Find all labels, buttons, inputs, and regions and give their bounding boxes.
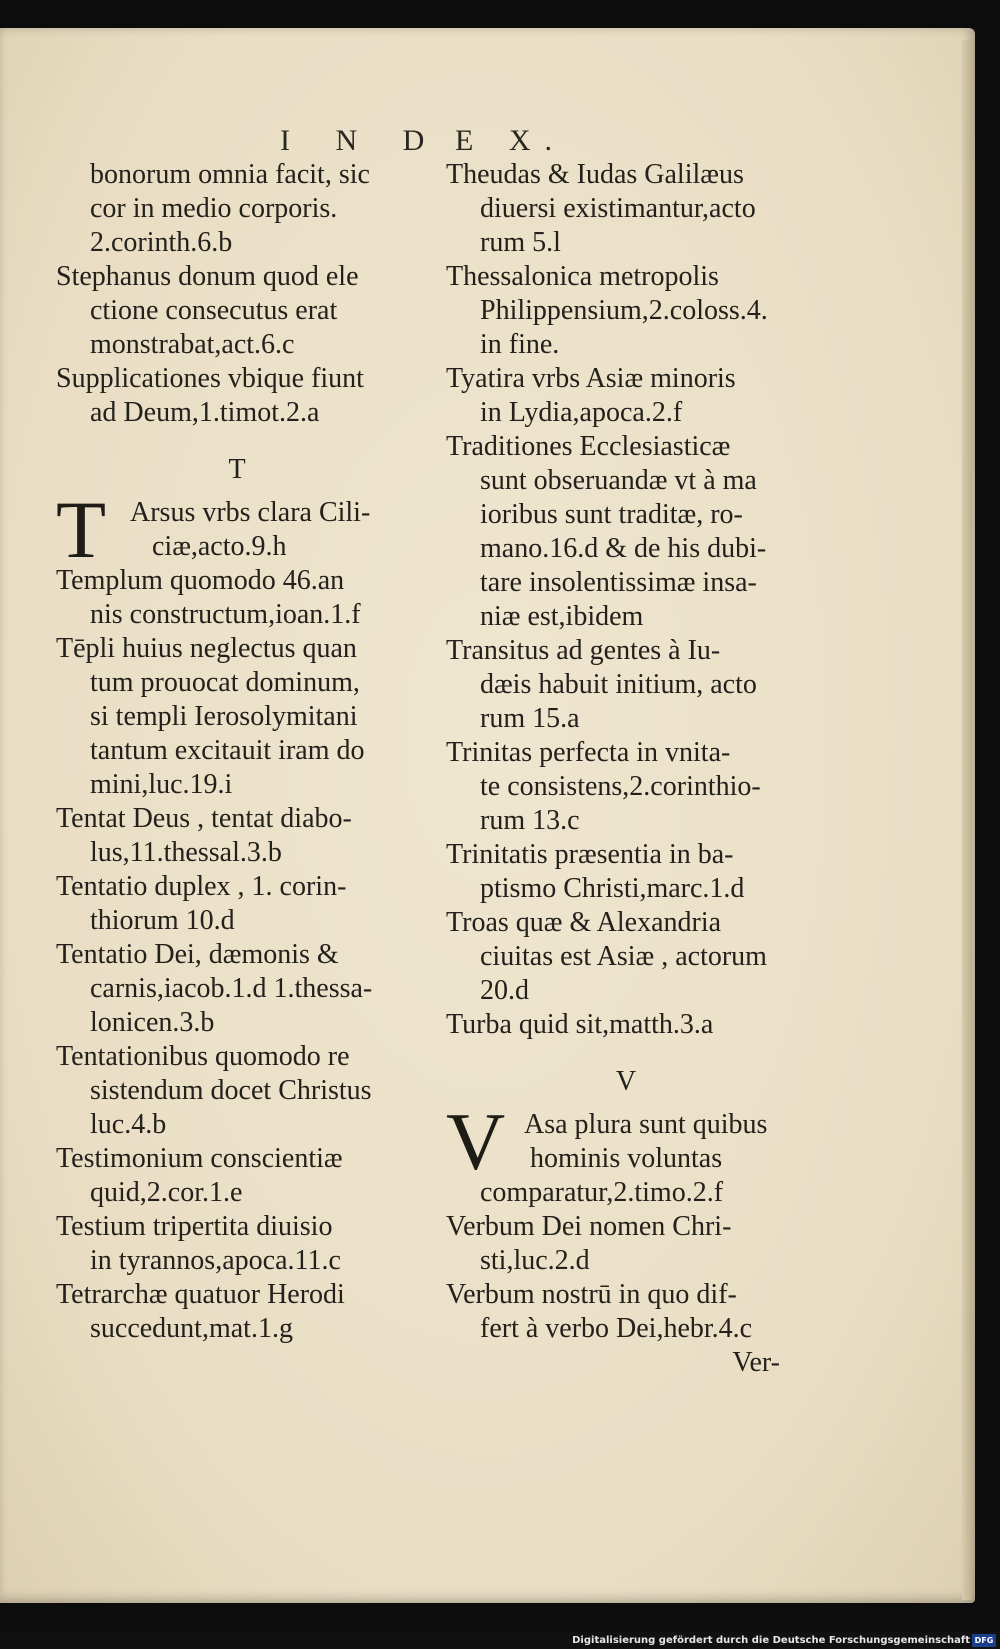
index-line: lonicen.3.b [90, 1007, 215, 1038]
index-line: mano.16.d & de his dubi- [480, 533, 767, 564]
index-line: dæis habuit initium, acto [480, 669, 757, 700]
entries-s [56, 260, 418, 430]
index-line: succedunt,mat.1.g [90, 1313, 293, 1344]
index-line: Traditiones Ecclesiasticæ [446, 431, 731, 462]
index-entry-vasa [446, 1096, 806, 1187]
left-column [56, 158, 418, 1346]
index-entry [56, 1210, 418, 1278]
index-line: Testium tripertita diuisio [56, 1211, 333, 1242]
index-line: Testimonium conscientiæ [56, 1143, 343, 1174]
index-entry [446, 838, 806, 906]
index-entry [56, 564, 418, 632]
index-line: 2.corinth.6.b [90, 227, 233, 258]
index-line: Supplicationes vbique fiunt [56, 363, 364, 394]
index-line: sunt obseruandæ vt à ma [480, 465, 757, 496]
index-entry [446, 634, 806, 736]
index-line: niæ est,ibidem [480, 601, 644, 632]
index-line: Tentatio Dei, dæmonis & [56, 939, 339, 970]
index-line: Arsus vrbs clara Cili- [130, 497, 371, 528]
section-heading-t: T [228, 454, 246, 485]
index-line: Tetrarchæ quatuor Herodi [56, 1279, 345, 1310]
index-line: Tentatio duplex , 1. corin- [56, 871, 347, 902]
index-entry-tarsus [56, 484, 418, 575]
index-line: Transitus ad gentes à Iu- [446, 635, 721, 666]
index-entry [446, 1278, 806, 1346]
index-line: te consistens,2.corinthio- [480, 771, 761, 802]
index-line: in Lydia,apoca.2.f [480, 397, 683, 428]
page-edge [962, 40, 972, 1600]
header-right: E X. [455, 124, 566, 157]
index-entry [446, 260, 806, 362]
index-line: Turba quid sit,matth.3.a [446, 1009, 714, 1040]
index-line: tare insolentissimæ insa- [480, 567, 757, 598]
index-entry [56, 362, 418, 430]
index-line: in tyrannos,apoca.11.c [90, 1245, 341, 1276]
index-line: comparatur,2.timo.2.f [480, 1177, 724, 1208]
index-line: sistendum docet Christus [90, 1075, 372, 1106]
index-line: Templum quomodo 46.an [56, 565, 345, 596]
index-line: ptismo Christi,marc.1.d [480, 873, 745, 904]
entries-v [446, 1210, 806, 1346]
index-line: 20.d [480, 975, 529, 1006]
catchword: Ver- [732, 1347, 780, 1378]
index-entry [56, 1040, 418, 1142]
index-entry [56, 802, 418, 870]
dfg-logo: DFG [972, 1634, 996, 1647]
index-entry [446, 430, 806, 634]
index-line: hominis voluntas [530, 1143, 723, 1174]
index-entry [446, 1008, 806, 1042]
section-heading-v: V [615, 1066, 637, 1097]
index-line: monstrabat,act.6.c [90, 329, 295, 360]
index-entry [56, 260, 418, 362]
header-left: I N D [280, 124, 444, 157]
index-line: si templi Ierosolymitani [90, 701, 358, 732]
index-line: Theudas & Iudas Galilæus [446, 159, 744, 190]
entries-t-right [446, 158, 806, 1042]
index-line: quid,2.cor.1.e [90, 1177, 243, 1208]
right-column [446, 158, 806, 1380]
index-line: Verbum Dei nomen Chri- [446, 1211, 732, 1242]
index-line: Tentat Deus , tentat diabo- [56, 803, 352, 834]
index-line: Tentationibus quomodo re [56, 1041, 350, 1072]
index-line: lus,11.thessal.3.b [90, 837, 282, 868]
index-line: Thessalonica metropolis [446, 261, 719, 292]
index-entry [56, 1142, 418, 1210]
index-line: diuersi existimantur,acto [480, 193, 756, 224]
index-line: rum 5.l [480, 227, 561, 258]
index-line: mini,luc.19.i [90, 769, 233, 800]
index-line: ciæ,acto.9.h [152, 531, 287, 562]
dropcap-v: V [446, 1096, 506, 1187]
entries-t [56, 564, 418, 1346]
index-line: Verbum nostrū in quo dif- [446, 1279, 737, 1310]
index-line: ad Deum,1.timot.2.a [90, 397, 320, 428]
index-line: ctione consecutus erat [90, 295, 338, 326]
index-line: ioribus sunt traditæ, ro- [480, 499, 743, 530]
index-entry [56, 870, 418, 938]
index-line: tum prouocat dominum, [90, 667, 360, 698]
dropcap-t: T [56, 484, 107, 575]
index-line: Asa plura sunt quibus [524, 1109, 768, 1140]
index-entry [446, 158, 806, 260]
index-entry [56, 1278, 418, 1346]
index-entry [446, 362, 806, 430]
index-line: luc.4.b [90, 1109, 167, 1140]
index-line: Philippensium,2.coloss.4. [480, 295, 768, 326]
index-line: bonorum omnia facit, sic [90, 159, 370, 190]
index-entry [446, 736, 806, 838]
index-entry [56, 632, 418, 802]
index-entry [56, 938, 418, 1040]
index-entry [446, 906, 806, 1008]
index-line: fert à verbo Dei,hebr.4.c [480, 1313, 753, 1344]
index-line: in fine. [480, 329, 560, 360]
index-line: nis constructum,ioan.1.f [90, 599, 361, 630]
index-line: rum 13.c [480, 805, 580, 836]
index-line: sti,luc.2.d [480, 1245, 590, 1276]
index-line: Trinitatis præsentia in ba- [446, 839, 734, 870]
index-line: Tyatira vrbs Asiæ minoris [446, 363, 736, 394]
index-entry [446, 1210, 806, 1278]
index-line: rum 15.a [480, 703, 580, 734]
index-line: carnis,iacob.1.d 1.thessa- [90, 973, 373, 1004]
index-line: cor in medio corporis. [90, 193, 338, 224]
index-line: thiorum 10.d [90, 905, 235, 936]
index-line: tantum excitauit iram do [90, 735, 365, 766]
index-line: Tēpli huius neglectus quan [56, 633, 357, 664]
funding-note: Digitalisierung gefördert durch die Deutsche Forschungsgemeinschaft [572, 1635, 970, 1646]
index-line: ciuitas est Asiæ , actorum [480, 941, 767, 972]
index-line: Stephanus donum quod ele [56, 261, 359, 292]
index-line: Trinitas perfecta in vnita- [446, 737, 731, 768]
index-line: Troas quæ & Alexandria [446, 907, 722, 938]
